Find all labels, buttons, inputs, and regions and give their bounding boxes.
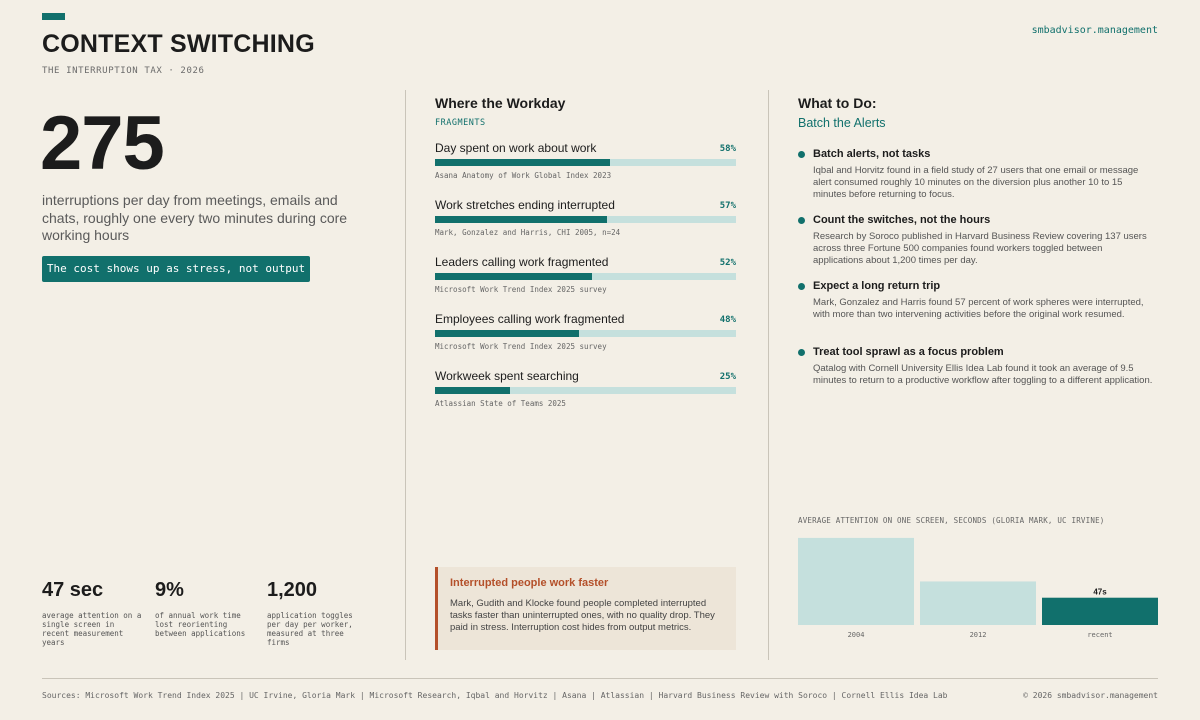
- stat-label: average attention on a single screen in recent measurement years: [42, 611, 142, 647]
- tip-body: Research by Soroco published in Harvard Business Review covering 137 users across three Fortune 500 companies found workers toggled between applications about 1,200 times per day.: [813, 231, 1147, 266]
- tip-heading: Count the switches, not the hours: [813, 214, 991, 226]
- bar-percent: 52%: [719, 258, 736, 268]
- tip-body: Qatalog with Cornell University Ellis Idea Lab found it took an average of 9.5 minutes to return to a productive workflow after toggling to a different application.: [813, 363, 1153, 386]
- bar-fill: [435, 387, 510, 394]
- bar-fill: [435, 159, 610, 166]
- bar-label: Workweek spent searching: [435, 369, 579, 383]
- fragment-bar-row: [435, 255, 736, 303]
- stat-value: 1,200: [267, 579, 318, 601]
- fragment-bar-row: [435, 312, 736, 360]
- what-to-do-subtitle: Batch the Alerts: [798, 116, 886, 130]
- chart-bar-2004: [798, 538, 914, 625]
- tip-item: [798, 346, 1158, 387]
- attention-bar-chart: [798, 530, 1158, 645]
- bar-percent: 25%: [719, 372, 736, 382]
- bar-label: Employees calling work fragmented: [435, 312, 625, 326]
- bar-fill: [435, 330, 579, 337]
- bar-track: [435, 330, 736, 337]
- fragments-title: Where the Workday: [435, 95, 566, 111]
- bullet-dot-icon: [798, 217, 805, 224]
- bar-percent: 48%: [719, 315, 736, 325]
- callout-heading: Interrupted people work faster: [450, 577, 609, 589]
- footer-copyright: © 2026 smbadvisor.management: [1023, 691, 1158, 700]
- hero-number: 275: [40, 101, 164, 186]
- bar-track: [435, 387, 736, 394]
- site-link[interactable]: smbadvisor.management: [1031, 25, 1158, 36]
- callout-body: Mark, Gudith and Klocke found people completed interrupted tasks faster than uninterrupted ones, with no quality drop. They paid in stress. Interruption cost hides from output metrics.: [450, 598, 715, 633]
- bar-source: Mark, Gonzalez and Harris, CHI 2005, n=24: [435, 228, 621, 237]
- bar-track: [435, 273, 736, 280]
- column-divider-right: [768, 90, 769, 660]
- hero-description: interruptions per day from meetings, emails and chats, roughly one every two minutes during core working hours: [42, 192, 348, 243]
- stat-time-lost: [155, 579, 255, 638]
- bullet-dot-icon: [798, 283, 805, 290]
- chart-tick-label: 2012: [969, 631, 987, 639]
- bar-fill: [435, 273, 592, 280]
- chart-bar-recent: [1042, 598, 1158, 625]
- what-to-do-title: What to Do:: [798, 95, 877, 111]
- bullet-dot-icon: [798, 349, 805, 356]
- interrupted-callout: [435, 567, 736, 650]
- bar-label: Work stretches ending interrupted: [435, 198, 615, 212]
- tip-item: [798, 148, 1158, 201]
- stat-value: 47 sec: [42, 579, 104, 601]
- title-accent-bar: [42, 13, 65, 20]
- bar-track: [435, 216, 736, 223]
- tip-heading: Expect a long return trip: [813, 280, 941, 292]
- footer-sources: Sources: Microsoft Work Trend Index 2025 | UC Irvine, Gloria Mark | Microsoft Research, Iqbal and Horvitz | Asana | Atlassian | Harvard Business Review with Soroco | Cornell Ellis Idea Lab: [42, 691, 948, 700]
- bar-source: Microsoft Work Trend Index 2025 survey: [435, 285, 607, 294]
- fragment-bar-row: [435, 141, 736, 189]
- tip-heading: Batch alerts, not tasks: [813, 148, 931, 160]
- footer-divider: [42, 678, 1158, 679]
- chart-tick-label: recent: [1087, 631, 1113, 639]
- stat-attention: [42, 579, 142, 647]
- page-subtitle: THE INTERRUPTION TAX · 2026: [42, 66, 205, 76]
- stat-value: 9%: [155, 579, 184, 601]
- bar-fill: [435, 216, 607, 223]
- bar-track: [435, 159, 736, 166]
- bar-percent: 57%: [719, 201, 736, 211]
- bar-label: Leaders calling work fragmented: [435, 255, 609, 269]
- chart-title: AVERAGE ATTENTION ON ONE SCREEN, SECONDS (GLORIA MARK, UC IRVINE): [798, 516, 1105, 525]
- tip-item: [798, 280, 1158, 321]
- tip-body: Mark, Gonzalez and Harris found 57 percent of work spheres were interrupted, with more than two intervening activities before the original work resumed.: [813, 297, 1144, 320]
- chart-bar-2012: [920, 581, 1036, 625]
- stat-toggles: [267, 579, 367, 647]
- fragment-bar-row: [435, 198, 736, 246]
- bar-percent: 58%: [719, 144, 736, 154]
- fragment-bar-row: [435, 369, 736, 417]
- cost-pill: The cost shows up as stress, not output: [42, 256, 310, 282]
- bar-label: Day spent on work about work: [435, 141, 597, 155]
- tip-heading: Treat tool sprawl as a focus problem: [813, 346, 1004, 358]
- stat-label: application toggles per day per worker, measured at three firms: [267, 611, 353, 647]
- bar-source: Microsoft Work Trend Index 2025 survey: [435, 342, 607, 351]
- bar-source: Asana Anatomy of Work Global Index 2023: [435, 171, 612, 180]
- chart-data-label: 47s: [1093, 587, 1107, 597]
- bullet-dot-icon: [798, 151, 805, 158]
- fragments-subtitle: FRAGMENTS: [435, 118, 486, 128]
- bar-source: Atlassian State of Teams 2025: [435, 399, 566, 408]
- column-divider-left: [405, 90, 406, 660]
- tip-body: Iqbal and Horvitz found in a field study of 27 users that one email or message alert consumed roughly 10 minutes on the diversion plus another 10 to 15 minutes before returning to focus.: [813, 165, 1139, 200]
- tip-item: [798, 214, 1158, 267]
- chart-tick-label: 2004: [847, 631, 865, 639]
- page-title: CONTEXT SWITCHING: [42, 30, 315, 58]
- stat-label: of annual work time lost reorienting between applications: [155, 611, 246, 638]
